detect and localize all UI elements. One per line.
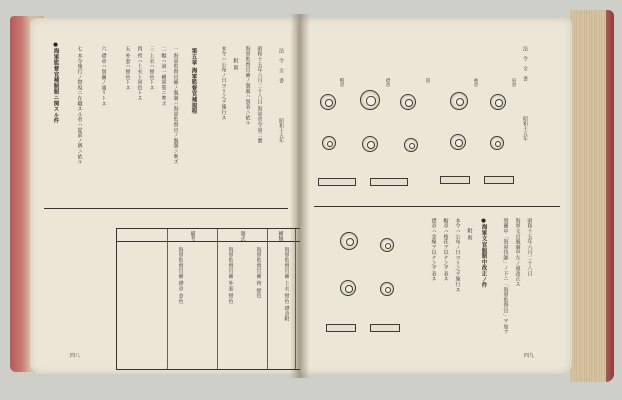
table-header-cell: 備考: [189, 231, 196, 242]
left-col-text-4: 一 海軍監督官補ノ服制ハ海軍監督官ノ服制ニ準ズ: [172, 46, 179, 165]
button-figure: [450, 134, 466, 150]
table-col-line: [167, 229, 168, 369]
left-col-text-6: 三 上衣ハ紺色トス: [148, 46, 155, 91]
right-running-head: 法 令 全 書: [522, 46, 528, 81]
insignia-figure: [380, 238, 394, 252]
right-divider-rule: [314, 206, 560, 207]
figure-label: 帽章: [339, 78, 344, 87]
shoulder-board-figure: [484, 176, 514, 184]
left-col-text-7: 四 袴ハ上衣ト同色トス: [136, 46, 143, 101]
table-col-line: [217, 229, 218, 369]
table-row: 海軍監督官補 外套 紺色: [227, 247, 234, 304]
right-section-title: ●海軍文官服制中改正ノ件: [480, 218, 487, 289]
right-page-number: 四九: [524, 353, 535, 359]
left-col-text-5: 二 帽ハ第一種軍裝ニ準ズ: [160, 46, 167, 107]
table-header-cell: 種類: [277, 231, 284, 242]
left-running-head: 法 令 全 書: [278, 48, 284, 83]
left-page-number: 四八: [70, 353, 81, 359]
table-header-cell: 制式: [239, 231, 246, 242]
left-section-title: ●海軍監督官補制服ニ関スル件: [52, 42, 59, 124]
figure-label: 袖章: [473, 78, 478, 87]
cap-badge-figure: [320, 94, 336, 110]
left-divider-rule: [44, 208, 288, 209]
table-col-line: [267, 229, 268, 369]
collar-badge-figure: [322, 136, 336, 150]
sleeve-stripe-figure: [318, 178, 356, 186]
shoulder-board-figure: [440, 176, 470, 184]
left-col-text-0: 昭和十五年六月二十八日 海軍省令第二號: [256, 46, 263, 144]
left-col-text-3: 本令ハ公布ノ日ヨリ之ヲ施行ス: [220, 46, 227, 121]
figure-label: 肩章: [511, 78, 516, 87]
left-col-text-10: 七 本令施行ノ際現ニ在職スル者ハ從前ノ例ニ依ル: [76, 46, 83, 165]
button-figure: [490, 136, 504, 150]
right-col-text-5: 帽章ハ桜花ヲ以テ之ヲ表ス: [442, 218, 449, 282]
book-page-edges-right: [570, 10, 610, 382]
right-col-text-4: 本令ハ公布ノ日ヨリ之ヲ施行ス: [454, 218, 461, 293]
right-col-text-1: 海軍文官服制中左ノ通改正ス: [514, 218, 521, 287]
figure-label: 襟章: [385, 78, 390, 87]
cap-badge-figure: [360, 90, 380, 110]
right-col-text-3: 附 則: [466, 228, 473, 241]
insignia-figure: [380, 282, 394, 296]
right-col-text-6: 襟章ハ金線ヲ以テ之ヲ表ス: [430, 218, 437, 282]
left-chapter-heading: 第五章 海軍監督官補規程: [190, 48, 197, 115]
left-col-text-1: 海軍監督官補ノ制服ハ別表ニ依ル: [244, 46, 251, 126]
figure-label: 釦: [425, 78, 430, 83]
right-page: [300, 18, 572, 374]
insignia-figure: [340, 232, 358, 250]
uniform-table: [116, 228, 314, 370]
left-page: [30, 18, 298, 374]
left-col-text-2: 附 則: [232, 58, 239, 71]
button-figure: [490, 94, 506, 110]
left-col-text-9: 六 襟章ハ別圖ノ通リトス: [100, 46, 107, 107]
sleeve-stripe-figure: [370, 178, 408, 186]
right-col-text-2: 別圖中「海軍技師」ノ下ニ「海軍監督官」ヲ加フ: [502, 218, 509, 335]
right-col-text-0: 昭和十五年六月二十八日: [526, 218, 533, 277]
left-col-text-8: 五 外套ハ紺色トス: [124, 46, 131, 91]
stripe-figure: [326, 324, 356, 332]
table-header-rule: [117, 241, 313, 242]
book-gutter: [290, 14, 310, 378]
table-row: 海軍監督官補 袴 紺色: [255, 247, 262, 299]
insignia-figure: [340, 280, 356, 296]
right-running-year: 昭和十五年: [522, 116, 528, 141]
collar-badge-figure: [404, 138, 418, 152]
stripe-figure: [370, 324, 400, 332]
button-figure: [450, 92, 468, 110]
table-row: 海軍監督官補 上衣 紺色 襟章附: [283, 247, 290, 322]
collar-badge-figure: [362, 136, 378, 152]
cap-badge-figure: [400, 94, 416, 110]
left-running-year: 昭和十五年: [278, 118, 284, 143]
table-row: 海軍監督官補 襟章 金色: [177, 247, 184, 304]
